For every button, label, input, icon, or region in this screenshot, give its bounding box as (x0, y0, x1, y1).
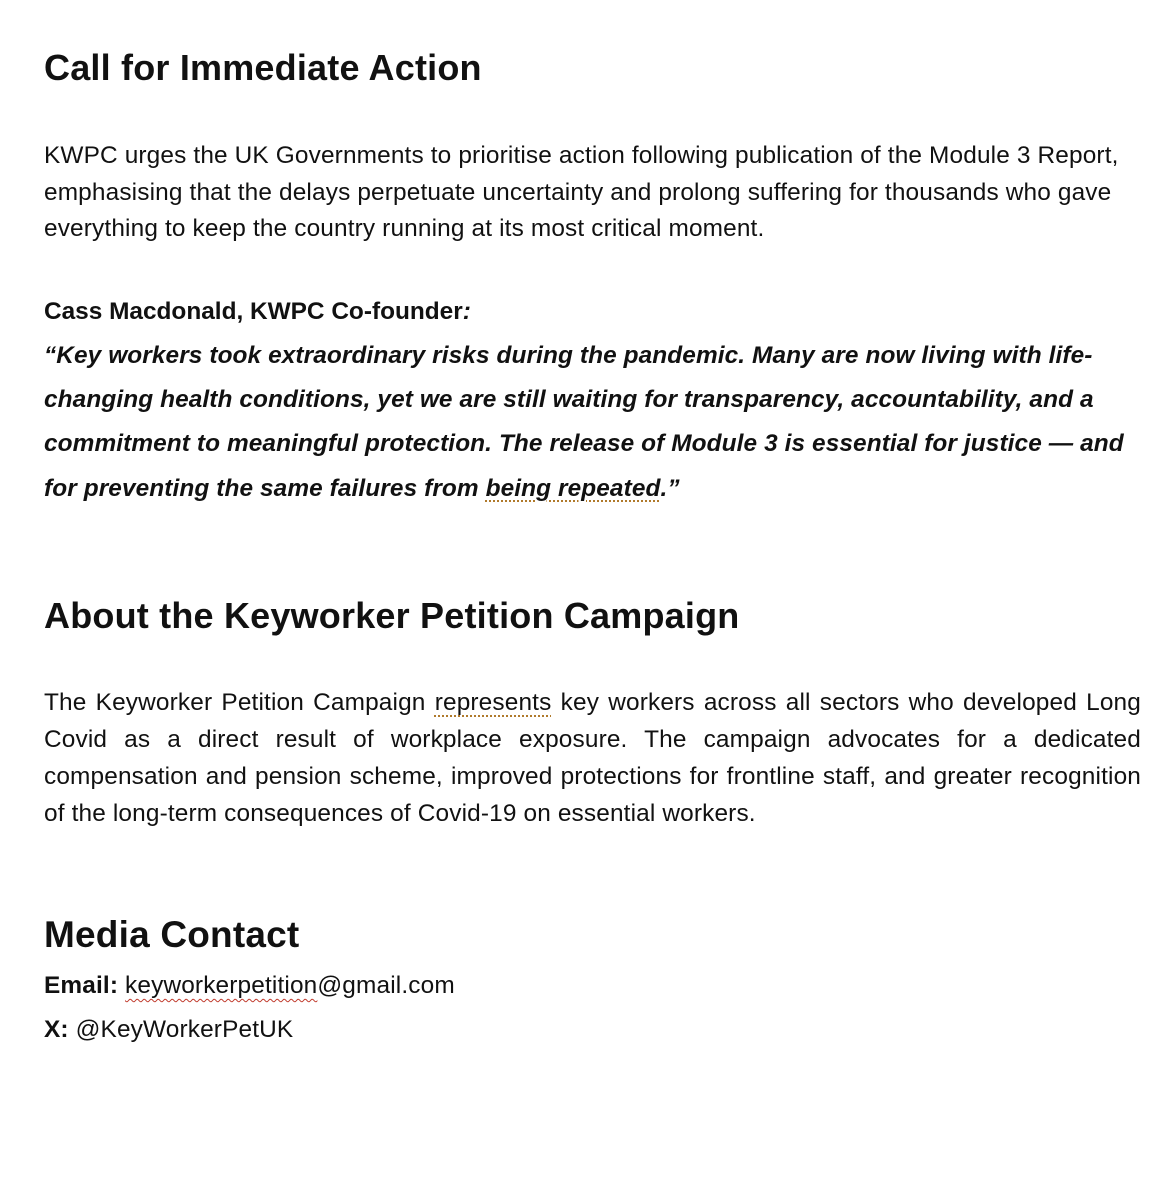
x-handle: @KeyWorkerPetUK (75, 1016, 294, 1043)
speaker-name: Cass Macdonald, KWPC Co-founder (44, 298, 463, 325)
heading-about-campaign: About the Keyworker Petition Campaign (44, 595, 740, 636)
call-for-action-paragraph: KWPC urges the UK Governments to prioritise action following publication of the Module 3 Report, emphasising that the delays perpetuate uncertainty and prolong suffering for thousands who gave everything to keep the country running at its most critical moment. (44, 142, 1119, 242)
quote-text: “Key workers took extraordinary risks during the pandemic. Many are now living with life-changing health conditions, yet we are still waiting for transparency, accountability, and a commitment to meaningful protection. The release of Module 3 is essential for justice — and for preventing the same failures from (44, 342, 1124, 502)
x-label: X: (44, 1016, 69, 1043)
heading-call-for-action: Call for Immediate Action (44, 47, 482, 88)
email-label: Email: (44, 972, 119, 999)
speaker-quote (44, 334, 1141, 511)
contact-x-line (44, 1012, 293, 1048)
quote-end: .” (660, 474, 680, 502)
email-user-spellcheck[interactable]: keyworkerpetition (125, 972, 318, 999)
about-text-start: The Keyworker Petition Campaign (44, 689, 435, 716)
about-campaign-paragraph (44, 684, 1141, 832)
about-grammar-flagged[interactable]: represents (434, 689, 552, 716)
quote-grammar-flagged[interactable]: being repeated (485, 474, 661, 502)
contact-email-line (44, 968, 455, 1004)
heading-media-contact: Media Contact (44, 914, 300, 955)
about-text-rest: key workers across all sectors who developed Long Covid as a direct result of workplace exposure. The campaign advocates for a dedicated compensation and pension scheme, improved protections for frontline staff, and greater recognition of the long-term consequences of Covid-19 on essential workers. (44, 689, 1141, 827)
email-domain: @gmail.com (317, 972, 455, 999)
speaker-colon: : (462, 298, 471, 325)
quote-speaker (44, 294, 471, 330)
